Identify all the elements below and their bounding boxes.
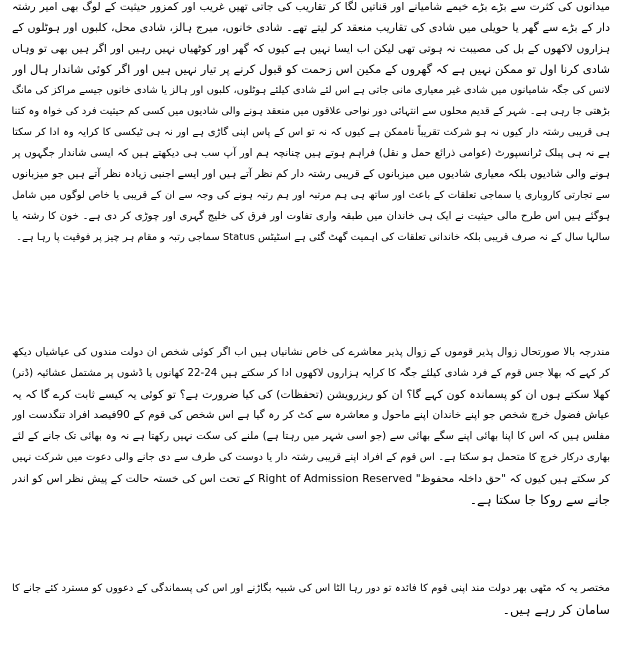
paragraph-declining-society	[12, 342, 610, 510]
text-line: کھلا سکتے ہوں ان کو پسماندہ کون کہے گا؟ ان کو ریزرویشن (تحفظات) کی کیا ضرورت ہے؟ تو کوئی یہ کیسے ثابت کرے گا کہ یہ	[12, 388, 610, 401]
text-line: جانے سے روکا جا سکتا ہے۔	[469, 492, 610, 507]
text-line: کر کہے کہ بھلا جس قوم کے فرد شادی کیلئے جگہ کا کرایہ ہزاروں لاکھوں ادا کر سکتے ہیں 24-22 کھانوں یا ڈشوں پر مشتمل عشائیہ (ڈنر)	[12, 367, 610, 379]
text-line: سالہا سال کے نہ صرف قریبی بلکہ خاندانی تعلقات کی اہمیت گھٹ گئی ہے اسٹیٹس Status سماجی رتبہ و مقام ہر چیز پر فوقیت پا رہا ہے۔	[16, 232, 610, 243]
text-line: بھاری درکار خرچ کا متحمل ہو سکتا ہے۔ اس قوم کے افراد اپنے قریبی رشتہ دار یا دوست کی طرف سے دی جانے والی دعوت میں شرکت نہیں	[12, 452, 610, 463]
text-line: ہی قریبی رشتہ دار کیوں نہ ہو شرکت تقریباً ناممکن ہے کیوں کہ نہ تو اس کے پاس اپنی گاڑی ہے اور نہ ہی ٹیکسی کا کرایہ وہ ادا کر سکتا	[12, 127, 610, 138]
text-line: ہونے والی شادیوں بلکہ معیاری شادیوں میں میزبانوں کے قریبی رشتہ دار کم نظر آتے ہیں اور ایسے اجنبی زیادہ نظر آتے ہیں جو میزبانوں	[12, 168, 610, 180]
paragraph-wedding-venues	[12, 0, 610, 248]
text-line: ہزاروں لاکھوں کے بل کی مصیبت نہ ہوتی تھی لیکن اب ایسا نہیں ہے کیوں کہ گھر اور کوٹھیاں نہیں رہیں اور اگر ہیں بھی تو وہاں	[12, 42, 610, 55]
text-line: میدانوں کی کثرت سے بڑے بڑے خیمے شامیانے اور قناتیں لگا کر تقاریب کی جاتی تھیں غریب اور کمزور حیثیت کے لوگ بھی امیر رشتہ	[12, 0, 610, 13]
text-line: بڑھتی جا رہی ہے۔ شہر کے قدیم محلوں سے انتہائی دور نواحی علاقوں میں منعقد ہونے والی شادیوں میں کسی کم حیثیت فرد کی خواہ وہ کتنا	[12, 106, 610, 117]
text-line: مندرجہ بالا صورتحال زوال پذیر قوموں کے زوال پذیر معاشرے کی خاص نشانیاں ہیں اب اگر کوئی شخص ان دولت مندوں کی عیاشیاں دیکھ	[12, 346, 610, 358]
text-line: عیاش فضول خرچ شخص جو اپنے خاندان اپنے ماحول و معاشرہ سے کٹ کر رہ گیا ہے اس شخص کی قوم کے 90فیصد افراد تنگدست اور	[12, 409, 610, 421]
paragraph-conclusion	[12, 578, 610, 620]
text-line: لانس کی جگہ شامیانوں میں شادی غیر معیاری مانی جاتی ہے اس لئے شادی کیلئے ہوٹلوں، کلبوں اور ہالز یا شادی خانوں جیسے مراکز کی مانگ	[12, 85, 610, 96]
text-line: ہے نہ ہی پبلک ٹرانسپورٹ (عوامی ذرائع حمل و نقل) فراہم ہوتے ہیں چنانچہ ہم اور آپ سب ہی دیکھتے ہیں کہ ایسی شاندار جگہوں پر	[12, 147, 610, 159]
text-line: مختصر یہ کہ مٹھی بھر دولت مند اپنی قوم کا فائدہ تو دور رہا الٹا اس کی شبیہ بگاڑنے اور اس کی پسماندگی کے دعووں کو مسترد کئے جانے کا	[12, 583, 610, 594]
text-line: کر سکتے ہیں کیوں کہ "حق داخلہ محفوظ" Right of Admission Reserved کے تحت اس کی خستہ حالت کے پیش نظر اس کو اندر	[12, 472, 610, 485]
text-line: شادی کرنا اول تو ممکن نہیں ہے کہ گھروں کے مکین اس زحمت کو قبول کرنے پر تیار نہیں ہیں اور اگر کوئی شاندار ہال اور	[12, 62, 610, 76]
text-line: مفلس ہیں کہ اس کا اپنا بھائی اپنے سگے بھائی سے (جو اسی شہر میں رہتا ہے) ملنے کی سکت نہیں رکھتا ہے نہ وہ بھائی تک جانے کے لئے	[12, 430, 610, 442]
text-line: ہوگئے ہیں اس طرح مالی حیثیت نے ایک ہی خاندان میں طبقہ واری تفاوت اور فرق کی خلیج گہری اور چوڑی کر دی ہے۔ خون کا رشتہ یا	[12, 210, 610, 222]
text-line: سامان کر رہے ہیں۔	[502, 602, 610, 617]
text-line: دار کے بڑے سے گھر یا حویلی میں شادی کی تقاریب منعقد کر لیتے تھے۔ شادی خانوں، میرج ہالز، شادی محل، کلبوں اور ہوٹلوں کے	[12, 21, 610, 34]
text-line: سے تجارتی کاروباری یا سماجی تعلقات کے باعث اور ساتھ ہی ہم مرتبہ اور ہم رتبہ ہونے کی وجہ سے ان کے قریبی یا خاص لوگوں میں شامل	[12, 190, 610, 201]
